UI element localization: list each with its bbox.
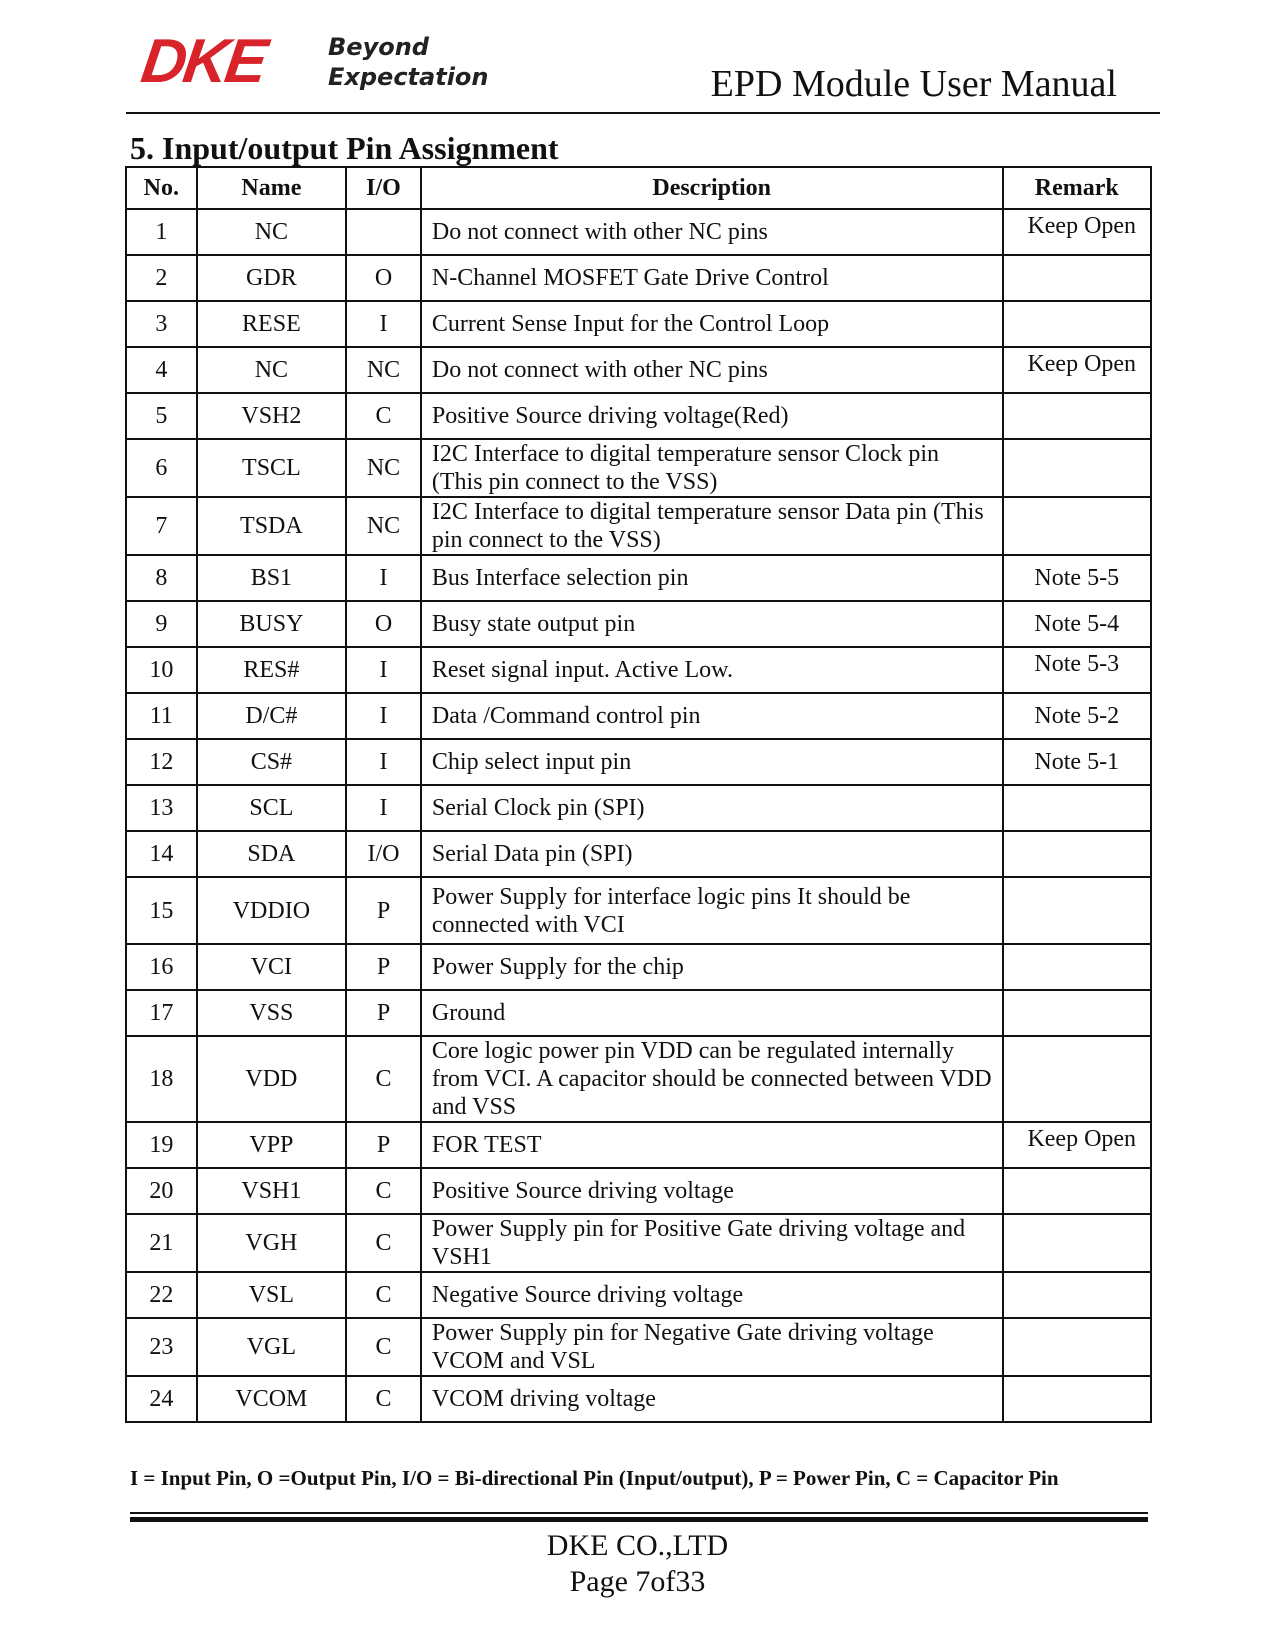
pin-io-type: O xyxy=(346,255,421,301)
logo-tagline xyxy=(328,32,489,92)
pin-name: BUSY xyxy=(197,601,347,647)
pin-number: 20 xyxy=(126,1168,197,1214)
pin-io-type: C xyxy=(346,1214,421,1272)
pin-remark: Keep Open xyxy=(1003,209,1152,255)
pin-io-type: C xyxy=(346,1376,421,1422)
pin-number: 16 xyxy=(126,944,197,990)
pin-remark xyxy=(1003,255,1152,301)
header-divider xyxy=(126,112,1160,114)
table-row xyxy=(126,1376,1151,1422)
pin-description: Positive Source driving voltage(Red) xyxy=(421,393,1003,439)
pin-description: FOR TEST xyxy=(421,1122,1003,1168)
footer-page-number: Page 7of33 xyxy=(569,1565,706,1598)
table-row xyxy=(126,785,1151,831)
pin-name: TSDA xyxy=(197,497,347,555)
table-row xyxy=(126,1272,1151,1318)
logo-tagline-line-1: Beyond xyxy=(328,33,429,61)
pin-number: 17 xyxy=(126,990,197,1036)
table-row xyxy=(126,393,1151,439)
pin-description: Busy state output pin xyxy=(421,601,1003,647)
pin-description: Reset signal input. Active Low. xyxy=(421,647,1003,693)
pin-description: Serial Clock pin (SPI) xyxy=(421,785,1003,831)
pin-number: 11 xyxy=(126,693,197,739)
table-row xyxy=(126,1122,1151,1168)
table-row xyxy=(126,1036,1151,1122)
pin-description: Ground xyxy=(421,990,1003,1036)
pin-io-type: NC xyxy=(346,497,421,555)
pin-remark xyxy=(1003,877,1152,944)
pin-io-type: I xyxy=(346,785,421,831)
logo-mark: DKE xyxy=(137,27,269,96)
pin-number: 5 xyxy=(126,393,197,439)
pin-io-type: P xyxy=(346,990,421,1036)
pin-number: 8 xyxy=(126,555,197,601)
pin-remark xyxy=(1003,301,1152,347)
pin-name: SCL xyxy=(197,785,347,831)
pin-number: 2 xyxy=(126,255,197,301)
pin-number: 1 xyxy=(126,209,197,255)
table-row xyxy=(126,739,1151,785)
pin-io-type: P xyxy=(346,1122,421,1168)
pin-name: VGL xyxy=(197,1318,347,1376)
pin-name: GDR xyxy=(197,255,347,301)
table-row xyxy=(126,647,1151,693)
pin-remark: Note 5-5 xyxy=(1003,555,1152,601)
pin-io-type: P xyxy=(346,877,421,944)
table-row xyxy=(126,1168,1151,1214)
pin-remark xyxy=(1003,831,1152,877)
pin-description: Negative Source driving voltage xyxy=(421,1272,1003,1318)
pin-number: 22 xyxy=(126,1272,197,1318)
pin-number: 6 xyxy=(126,439,197,497)
pin-assignment-table xyxy=(125,166,1152,1423)
column-header-io: I/O xyxy=(346,167,421,209)
section-title: 5. Input/output Pin Assignment xyxy=(130,130,559,166)
pin-io-type: C xyxy=(346,1168,421,1214)
table-row xyxy=(126,439,1151,497)
pin-name: VSH2 xyxy=(197,393,347,439)
pin-name: SDA xyxy=(197,831,347,877)
pin-io-type: I/O xyxy=(346,831,421,877)
pin-remark xyxy=(1003,393,1152,439)
column-header-remark: Remark xyxy=(1003,167,1152,209)
pin-remark xyxy=(1003,1168,1152,1214)
pin-name: VGH xyxy=(197,1214,347,1272)
pin-name: RES# xyxy=(197,647,347,693)
pin-remark xyxy=(1003,944,1152,990)
column-header-name: Name xyxy=(197,167,347,209)
pin-io-type: C xyxy=(346,393,421,439)
pin-remark: Keep Open xyxy=(1003,1122,1152,1168)
pin-number: 13 xyxy=(126,785,197,831)
table-row xyxy=(126,255,1151,301)
pin-description: Do not connect with other NC pins xyxy=(421,209,1003,255)
pin-remark xyxy=(1003,785,1152,831)
pin-number: 9 xyxy=(126,601,197,647)
pin-number: 15 xyxy=(126,877,197,944)
pin-number: 24 xyxy=(126,1376,197,1422)
table-row xyxy=(126,693,1151,739)
pin-name: NC xyxy=(197,347,347,393)
pin-remark: Note 5-2 xyxy=(1003,693,1152,739)
pin-io-type: NC xyxy=(346,439,421,497)
pin-description: Data /Command control pin xyxy=(421,693,1003,739)
table-row xyxy=(126,990,1151,1036)
table-header-row xyxy=(126,167,1151,209)
footer-divider-thick xyxy=(130,1517,1148,1522)
pin-name: VDDIO xyxy=(197,877,347,944)
table-row xyxy=(126,301,1151,347)
table-row xyxy=(126,1318,1151,1376)
pin-name: VSL xyxy=(197,1272,347,1318)
pin-description: Bus Interface selection pin xyxy=(421,555,1003,601)
column-header-description: Description xyxy=(421,167,1003,209)
pin-number: 7 xyxy=(126,497,197,555)
pin-number: 23 xyxy=(126,1318,197,1376)
table-row xyxy=(126,347,1151,393)
column-header-no: No. xyxy=(126,167,197,209)
pin-description: Power Supply for the chip xyxy=(421,944,1003,990)
pin-name: CS# xyxy=(197,739,347,785)
pin-name: RESE xyxy=(197,301,347,347)
pin-remark xyxy=(1003,990,1152,1036)
table-row xyxy=(126,1214,1151,1272)
pin-io-type: I xyxy=(346,693,421,739)
pin-name: TSCL xyxy=(197,439,347,497)
pin-remark xyxy=(1003,1214,1152,1272)
pin-io-type: C xyxy=(346,1036,421,1122)
pin-name: VCOM xyxy=(197,1376,347,1422)
document-title: EPD Module User Manual xyxy=(710,63,1117,105)
pin-io-type: I xyxy=(346,739,421,785)
pin-number: 4 xyxy=(126,347,197,393)
pin-description: VCOM driving voltage xyxy=(421,1376,1003,1422)
pin-name: VDD xyxy=(197,1036,347,1122)
pin-io-type: O xyxy=(346,601,421,647)
pin-remark: Keep Open xyxy=(1003,347,1152,393)
pin-number: 10 xyxy=(126,647,197,693)
pin-name: VPP xyxy=(197,1122,347,1168)
pin-name: NC xyxy=(197,209,347,255)
pin-io-type: I xyxy=(346,647,421,693)
pin-io-type: I xyxy=(346,555,421,601)
footer-company: DKE CO.,LTD xyxy=(546,1529,729,1562)
pin-io-type: P xyxy=(346,944,421,990)
pin-remark xyxy=(1003,1272,1152,1318)
pin-description: Power Supply pin for Positive Gate driving voltage and VSH1 xyxy=(421,1214,1003,1272)
pin-description: I2C Interface to digital temperature sensor Clock pin (This pin connect to the VSS) xyxy=(421,439,1003,497)
pin-description: N-Channel MOSFET Gate Drive Control xyxy=(421,255,1003,301)
pin-number: 18 xyxy=(126,1036,197,1122)
pin-name: VCI xyxy=(197,944,347,990)
table-row xyxy=(126,555,1151,601)
pin-description: Chip select input pin xyxy=(421,739,1003,785)
pin-io-type: I xyxy=(346,301,421,347)
pin-remark: Note 5-1 xyxy=(1003,739,1152,785)
footer-divider-thin xyxy=(130,1512,1148,1514)
pin-number: 12 xyxy=(126,739,197,785)
pin-description: Power Supply for interface logic pins It should be connected with VCI xyxy=(421,877,1003,944)
pin-description: Power Supply pin for Negative Gate driving voltage VCOM and VSL xyxy=(421,1318,1003,1376)
pin-io-type xyxy=(346,209,421,255)
pin-remark xyxy=(1003,497,1152,555)
pin-name: D/C# xyxy=(197,693,347,739)
pin-description: Serial Data pin (SPI) xyxy=(421,831,1003,877)
pin-description: I2C Interface to digital temperature sensor Data pin (This pin connect to the VSS) xyxy=(421,497,1003,555)
table-row xyxy=(126,497,1151,555)
pin-name: BS1 xyxy=(197,555,347,601)
pin-remark xyxy=(1003,1376,1152,1422)
pin-description: Current Sense Input for the Control Loop xyxy=(421,301,1003,347)
pin-description: Positive Source driving voltage xyxy=(421,1168,1003,1214)
pin-name: VSS xyxy=(197,990,347,1036)
pin-remark xyxy=(1003,1036,1152,1122)
table-row xyxy=(126,944,1151,990)
table-row xyxy=(126,209,1151,255)
pin-number: 14 xyxy=(126,831,197,877)
table-row xyxy=(126,601,1151,647)
pin-io-type: C xyxy=(346,1318,421,1376)
table-row xyxy=(126,877,1151,944)
pin-description: Core logic power pin VDD can be regulated internally from VCI. A capacitor should be connected between VDD and VSS xyxy=(421,1036,1003,1122)
pin-description: Do not connect with other NC pins xyxy=(421,347,1003,393)
pin-remark xyxy=(1003,439,1152,497)
io-legend: I = Input Pin, O =Output Pin, I/O = Bi-directional Pin (Input/output), P = Power Pin, C = Capacitor Pin xyxy=(130,1466,1059,1490)
logo-tagline-line-2: Expectation xyxy=(328,63,489,91)
pin-io-type: NC xyxy=(346,347,421,393)
table-row xyxy=(126,831,1151,877)
pin-name: VSH1 xyxy=(197,1168,347,1214)
pin-io-type: C xyxy=(346,1272,421,1318)
pin-remark xyxy=(1003,1318,1152,1376)
pin-remark: Note 5-3 xyxy=(1003,647,1152,693)
pin-number: 3 xyxy=(126,301,197,347)
pin-remark: Note 5-4 xyxy=(1003,601,1152,647)
pin-number: 19 xyxy=(126,1122,197,1168)
pin-number: 21 xyxy=(126,1214,197,1272)
